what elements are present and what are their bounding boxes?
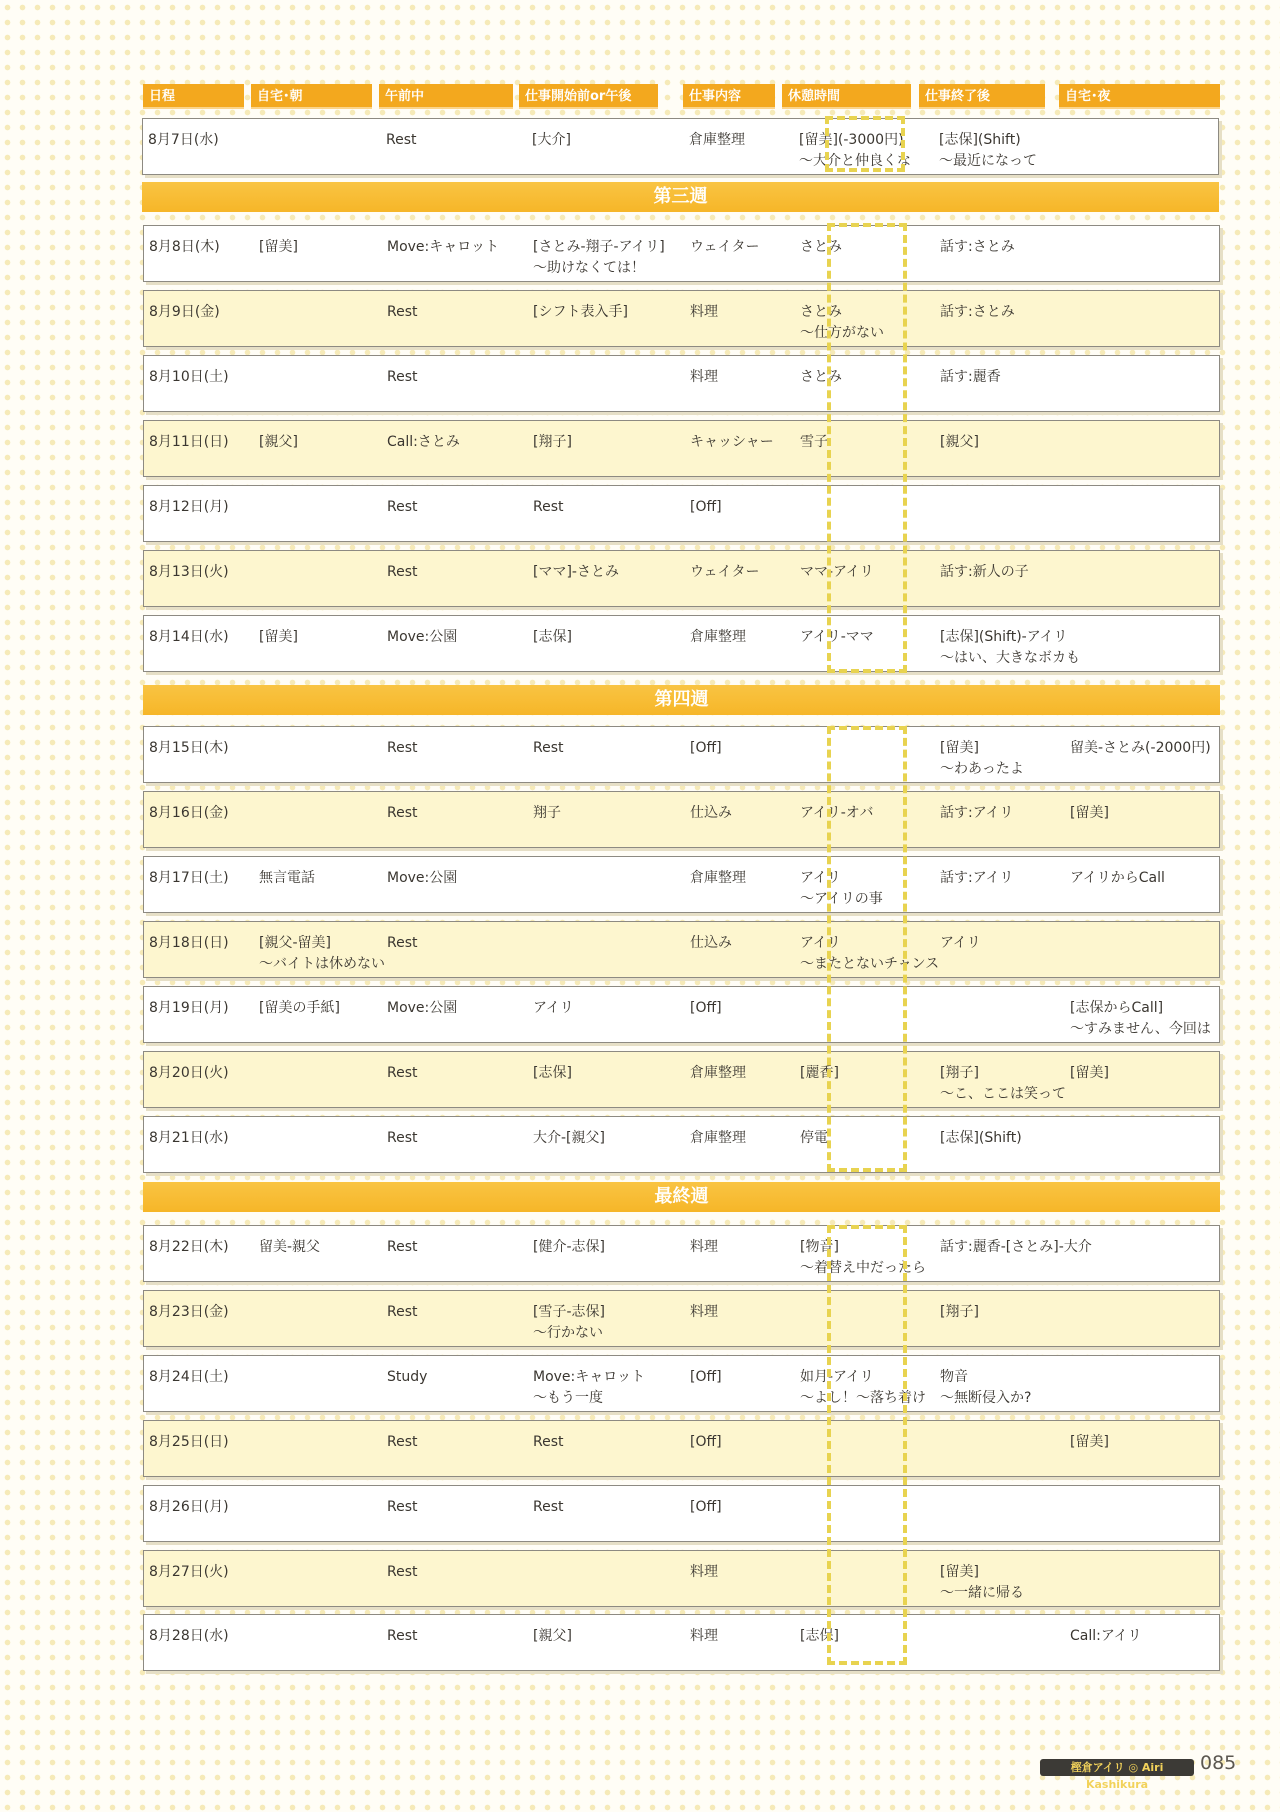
cell-forenoon: Rest [387,369,418,385]
cell-forenoon: Rest [387,564,418,580]
cell-forenoon: Rest [387,740,418,756]
cell-date: 8月21日(水) [149,1130,229,1146]
cell-work-content: 仕込み [690,805,732,821]
cell-work-content: [Off] [690,740,722,756]
cell-before-work: Rest [533,1434,564,1450]
cell-date: 8月26日(月) [149,1499,229,1515]
cell-after-work: [翔子] [940,1304,979,1320]
cell-date: 8月24日(土) [149,1369,229,1385]
cell-forenoon: Rest [387,1564,418,1580]
cell-work-content: 料理 [690,1628,718,1644]
cell-forenoon: Rest [387,1434,418,1450]
cell-forenoon: Rest [387,499,418,515]
cell-break: ママ-アイリ [800,564,874,580]
cell-break: [物音] ～着替え中だったら [800,1239,926,1276]
cell-before-work: Rest [533,1499,564,1515]
cell-work-content: 料理 [690,369,718,385]
cell-before-work: 大介-[親父] [533,1130,605,1146]
cell-forenoon: Move:公園 [387,1000,458,1016]
table-row [143,420,1220,477]
cell-before-work: [健介-志保] [533,1239,605,1255]
table-row [143,1614,1220,1671]
cell-home-night: アイリからCall [1070,870,1165,886]
cell-home-night: Call:アイリ [1070,1628,1142,1644]
header-break: 休憩時間 [782,84,911,109]
cell-home-morning: [親父] [259,434,298,450]
table-row [143,485,1220,542]
cell-forenoon: Rest [387,805,418,821]
cell-work-content: キャッシャー [690,434,774,450]
cell-forenoon: Rest [387,1628,418,1644]
table-row [143,1355,1220,1412]
cell-forenoon: Rest [387,1304,418,1320]
cell-home-morning: [親父-留美] ～バイトは休めない [259,935,385,972]
header-forenoon: 午前中 [379,84,513,109]
cell-work-content: [Off] [690,1434,722,1450]
table-row [143,1051,1220,1108]
cell-before-work: [志保] [533,629,572,645]
cell-work-content: 倉庫整理 [689,132,745,148]
cell-date: 8月15日(木) [149,740,229,756]
cell-after-work: 話す:アイリ [940,870,1014,886]
cell-before-work: [翔子] [533,434,572,450]
cell-forenoon: Rest [387,1130,418,1146]
cell-home-night: [留美] [1070,1434,1109,1450]
cell-work-content: [Off] [690,1499,722,1515]
cell-forenoon: Rest [387,1065,418,1081]
table-row [142,118,1219,175]
cell-before-work: 翔子 [533,805,561,821]
cell-work-content: 倉庫整理 [690,1065,746,1081]
cell-date: 8月19日(月) [149,1000,229,1016]
header-before-work: 仕事開始前or午後 [519,84,658,109]
cell-break: 停電 [800,1130,828,1146]
header-after-work: 仕事終了後 [919,84,1045,109]
table-row [143,1116,1220,1173]
cell-date: 8月25日(日) [149,1434,229,1450]
table-row [143,1290,1220,1347]
cell-date: 8月8日(木) [149,239,220,255]
cell-break: アイリ ～アイリの事 [800,870,883,907]
table-row [143,550,1220,607]
table-row [143,1550,1220,1607]
cell-after-work: 話す:麗香 [940,369,1001,385]
cell-after-work: 話す:新人の子 [940,564,1029,580]
week-banner-final: 最終週 [143,1182,1220,1212]
cell-before-work: [雪子-志保] ～行かない [533,1304,605,1341]
header-home-night: 自宅･夜 [1059,84,1220,109]
cell-after-work: 話す:さとみ [940,239,1015,255]
cell-break: [麗香] [800,1065,839,1081]
cell-work-content: 料理 [690,1304,718,1320]
cell-break: さとみ [800,369,842,385]
cell-before-work: アイリ [533,1000,574,1016]
table-row [143,921,1220,978]
cell-date: 8月9日(金) [149,304,220,320]
header-date: 日程 [143,84,244,109]
cell-forenoon: Rest [387,1239,418,1255]
table-row [143,290,1220,347]
cell-work-content: [Off] [690,1000,722,1016]
cell-work-content: 料理 [690,1564,718,1580]
cell-date: 8月23日(金) [149,1304,229,1320]
cell-after-work: [留美] ～一緒に帰る [940,1564,1024,1601]
cell-forenoon: Rest [386,132,417,148]
cell-date: 8月13日(火) [149,564,229,580]
cell-home-night: 留美-さとみ(-2000円) [1070,740,1211,756]
table-row [143,1225,1220,1282]
cell-break: [志保] [800,1628,839,1644]
cell-after-work: [翔子] ～こ、ここは笑って [940,1065,1066,1102]
cell-home-night: [留美] [1070,1065,1109,1081]
cell-break: さとみ [800,239,842,255]
header-home-morning: 自宅･朝 [251,84,372,109]
cell-after-work: 物音 ～無断侵入か? [940,1369,1032,1406]
table-header [141,84,1220,111]
cell-break: [留美](-3000円) ～大介と仲良くな [799,132,911,169]
page-number: 085 [1200,1752,1237,1774]
cell-forenoon: Study [387,1369,428,1385]
cell-date: 8月14日(水) [149,629,229,645]
cell-home-night: [留美] [1070,805,1109,821]
table-row [143,615,1220,672]
cell-break: 雪子 [800,434,828,450]
cell-after-work: 話す:さとみ [940,304,1015,320]
week-banner-4: 第四週 [143,685,1220,715]
cell-work-content: [Off] [690,1369,722,1385]
cell-break: アイリ ～またとないチャンス [800,935,940,972]
cell-date: 8月11日(日) [149,434,229,450]
cell-before-work: [大介] [532,132,571,148]
cell-date: 8月22日(木) [149,1239,229,1255]
table-row [143,355,1220,412]
cell-work-content: [Off] [690,499,722,515]
cell-home-morning: [留美] [259,239,298,255]
cell-date: 8月20日(火) [149,1065,229,1081]
cell-before-work: Move:キャロット ～もう一度 [533,1369,645,1406]
cell-before-work: [志保] [533,1065,572,1081]
cell-before-work: [ママ]-さとみ [533,564,619,580]
cell-home-morning: [留美] [259,629,298,645]
table-row [143,225,1220,282]
cell-forenoon: Move:公園 [387,629,458,645]
cell-after-work: [志保](Shift) [940,1130,1022,1146]
cell-after-work: [留美] ～わあったよ [940,740,1024,777]
character-name-badge: 樫倉アイリ ◎ Airi Kashikura [1040,1759,1194,1776]
cell-before-work: Rest [533,740,564,756]
cell-after-work: [親父] [940,434,979,450]
cell-after-work: [志保](Shift)-アイリ ～はい、大きなボカも [940,629,1080,666]
cell-forenoon: Call:さとみ [387,434,460,450]
table-row [143,791,1220,848]
cell-home-morning: 留美-親父 [259,1239,321,1255]
cell-date: 8月16日(金) [149,805,229,821]
schedule-page [141,0,1220,1812]
cell-after-work: 話す:麗香-[さとみ]-大介 [940,1239,1092,1255]
cell-forenoon: Rest [387,1499,418,1515]
cell-home-night: [志保からCall] ～すみません、今回は [1070,1000,1211,1037]
cell-date: 8月28日(水) [149,1628,229,1644]
cell-before-work: [親父] [533,1628,572,1644]
cell-work-content: 倉庫整理 [690,1130,746,1146]
cell-after-work: アイリ [940,935,981,951]
cell-work-content: 料理 [690,1239,718,1255]
week-banner-3: 第三週 [142,182,1219,212]
cell-forenoon: Move:キャロット [387,239,499,255]
cell-date: 8月12日(月) [149,499,229,515]
cell-break: アイリ-ママ [800,629,874,645]
header-work-content: 仕事内容 [683,84,775,109]
cell-forenoon: Rest [387,935,418,951]
cell-forenoon: Rest [387,304,418,320]
cell-date: 8月18日(日) [149,935,229,951]
cell-work-content: ウェイター [690,564,760,580]
cell-work-content: 料理 [690,304,718,320]
cell-break: さとみ ～仕方がない [800,304,884,341]
table-row [143,1420,1220,1477]
cell-work-content: ウェイター [690,239,760,255]
cell-work-content: 倉庫整理 [690,629,746,645]
cell-after-work: 話す:アイリ [940,805,1014,821]
cell-home-morning: 無言電話 [259,870,315,886]
cell-before-work: Rest [533,499,564,515]
cell-break: アイリ-オバ [800,805,874,821]
table-row [143,1485,1220,1542]
table-row [143,986,1220,1043]
table-row [143,726,1220,783]
cell-break: 如月-アイリ ～よし！～落ち着け [800,1369,926,1406]
cell-date: 8月10日(土) [149,369,229,385]
cell-date: 8月27日(火) [149,1564,229,1580]
cell-before-work: [シフト表入手] [533,304,628,320]
table-row [143,856,1220,913]
cell-after-work: [志保](Shift) ～最近になって [939,132,1037,169]
cell-home-morning: [留美の手紙] [259,1000,340,1016]
cell-date: 8月17日(土) [149,870,229,886]
cell-date: 8月7日(水) [148,132,219,148]
cell-forenoon: Move:公園 [387,870,458,886]
cell-work-content: 仕込み [690,935,732,951]
cell-work-content: 倉庫整理 [690,870,746,886]
cell-before-work: [さとみ-翔子-アイリ] ～助けなくては！ [533,239,665,276]
